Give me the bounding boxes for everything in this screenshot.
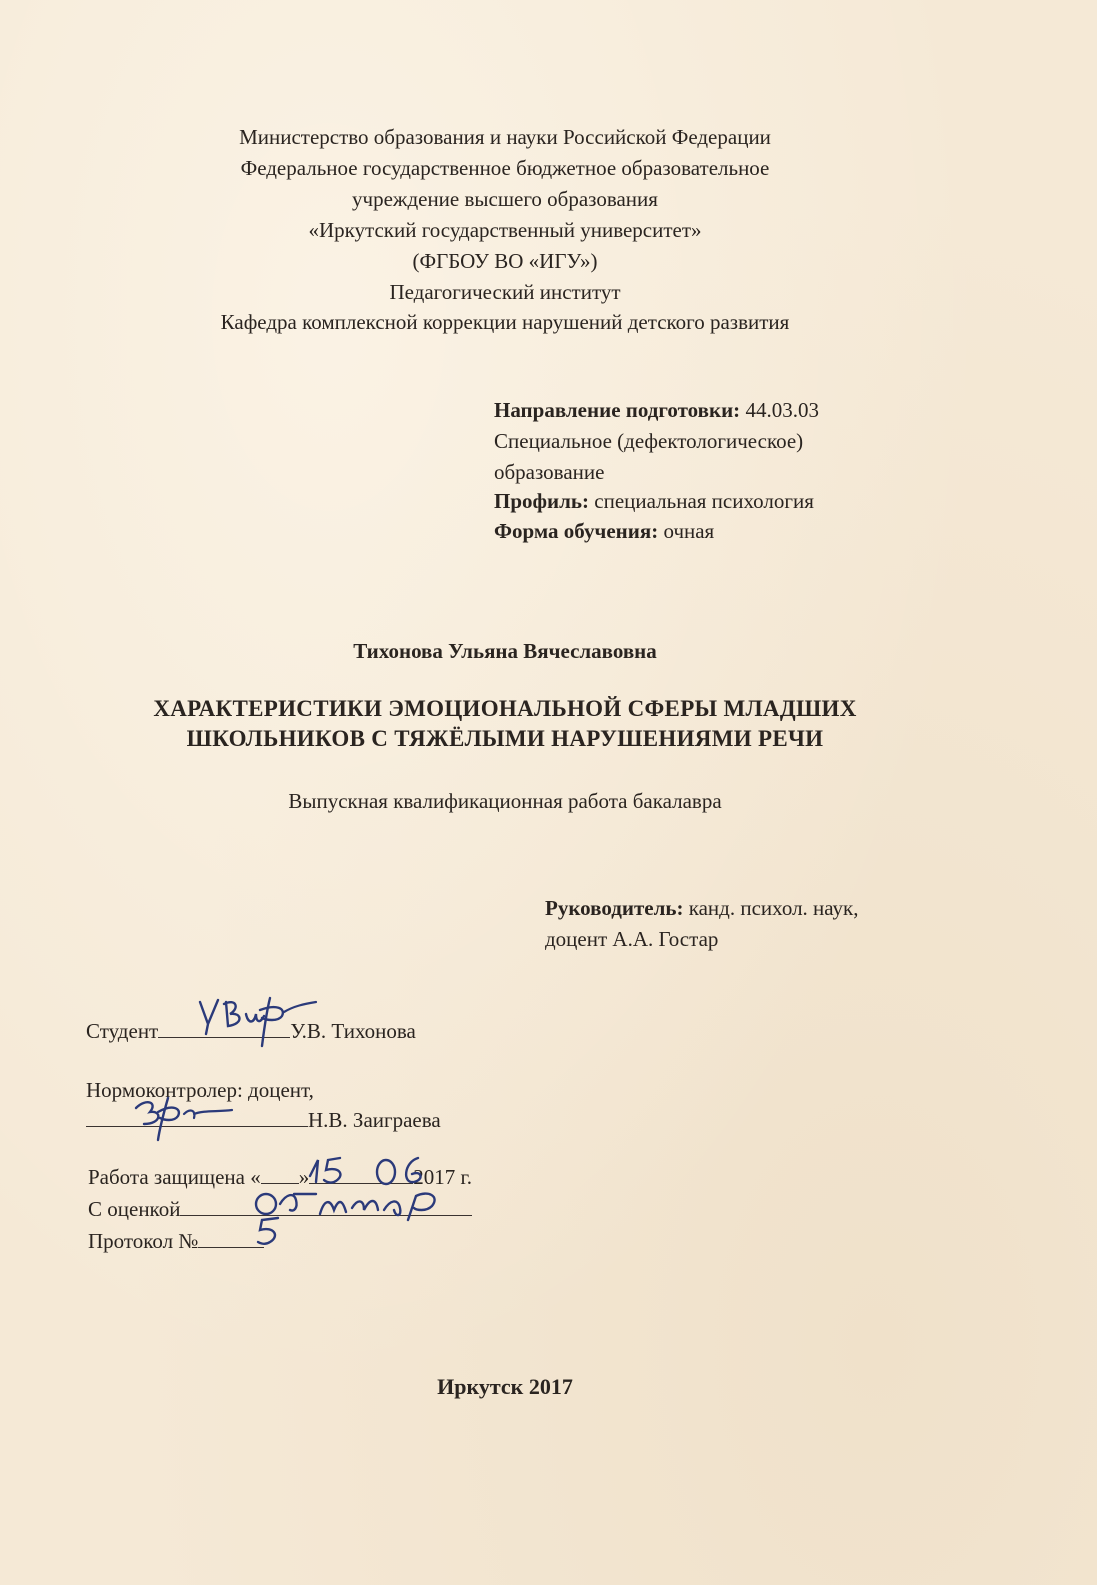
direction-line xyxy=(494,395,819,425)
student-signature-handwriting xyxy=(190,990,330,1050)
normcontrol-name: Н.В. Заиграева xyxy=(308,1108,441,1132)
form-line xyxy=(494,516,714,546)
thesis-type: Выпускная квалификационная работа бакалавра xyxy=(288,789,722,813)
supervisor-label: Руководитель: xyxy=(545,896,684,920)
profile-line xyxy=(494,486,814,516)
protocol-line xyxy=(88,1225,264,1256)
university-name: «Иркутский государственный университет» xyxy=(308,218,702,242)
defense-label: Работа защищена « xyxy=(88,1165,261,1189)
defense-quote-close: » xyxy=(298,1165,310,1189)
student-name: У.В. Тихонова xyxy=(290,1019,416,1043)
normcontrol-label: Нормоконтролер: доцент, xyxy=(86,1078,314,1102)
supervisor-line-2: доцент А.А. Гостар xyxy=(545,927,719,951)
form-value: очная xyxy=(658,519,715,543)
department-name: Кафедра комплексной коррекции нарушений детского развития xyxy=(220,310,790,334)
thesis-title-line-2: ШКОЛЬНИКОВ С ТЯЖЁЛЫМИ НАРУШЕНИЯМИ РЕЧИ xyxy=(186,726,824,751)
ministry-line: Министерство образования и науки Российской Федерации xyxy=(239,125,771,149)
author-name: Тихонова Ульяна Вячеславовна xyxy=(353,639,657,663)
city-year: Иркутск 2017 xyxy=(437,1374,573,1399)
direction-code: 44.03.03 xyxy=(740,398,819,422)
supervisor-line-1 xyxy=(545,893,859,923)
profile-label: Профиль: xyxy=(494,489,590,513)
thesis-title-line-1: ХАРАКТЕРИСТИКИ ЭМОЦИОНАЛЬНОЙ СФЕРЫ МЛАДШИХ xyxy=(153,696,857,721)
institute-name: Педагогический институт xyxy=(389,280,621,304)
defense-year: 2017 г. xyxy=(413,1165,472,1189)
profile-value: специальная психология xyxy=(589,489,814,513)
institution-line-2: учреждение высшего образования xyxy=(352,187,658,211)
direction-label: Направление подготовки: xyxy=(494,398,741,422)
student-label: Студент xyxy=(86,1019,159,1043)
grade-label: С оценкой xyxy=(88,1197,181,1221)
direction-name-line-1: Специальное (дефектологическое) xyxy=(494,429,804,453)
normcontrol-signature-handwriting xyxy=(128,1090,238,1145)
direction-name-line-2: образование xyxy=(494,460,605,484)
supervisor-degree: канд. психол. наук, xyxy=(683,896,859,920)
protocol-number-handwriting xyxy=(248,1212,288,1252)
institution-line-1: Федеральное государственное бюджетное образовательное xyxy=(240,156,770,180)
protocol-label: Протокол № xyxy=(88,1229,199,1253)
university-abbreviation: (ФГБОУ ВО «ИГУ») xyxy=(412,249,598,273)
form-label: Форма обучения: xyxy=(494,519,659,543)
